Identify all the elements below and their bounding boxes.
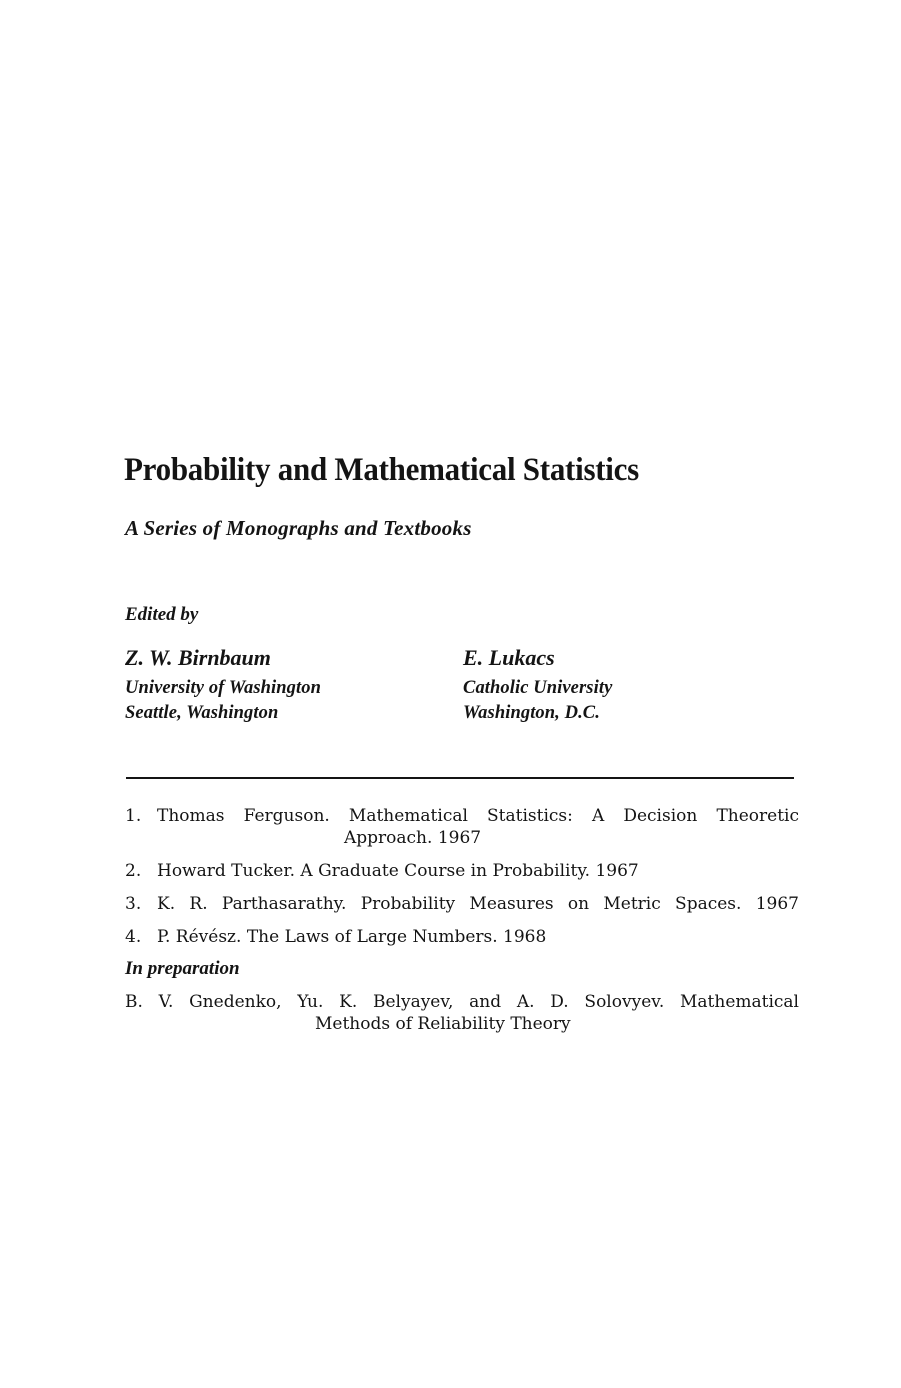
volume-number: 4.	[125, 927, 142, 947]
volume-line-1: Thomas Ferguson. Mathematical Statistics: A Decision Theoretic	[157, 806, 799, 826]
volume-number: 2.	[125, 861, 142, 881]
series-volume-list	[125, 805, 799, 1035]
editor-location: Seattle, Washington	[125, 703, 279, 723]
volume-entry-1	[125, 805, 799, 849]
in-preparation-entry	[125, 991, 799, 1035]
edited-by-heading: Edited by	[125, 604, 199, 625]
in-preparation-heading: In preparation	[125, 958, 240, 979]
volume-number: 3.	[125, 894, 142, 914]
volume-line-1: K. R. Parthasarathy. Probability Measures on Metric Spaces. 1967	[157, 894, 799, 914]
series-subtitle: A Series of Monographs and Textbooks	[125, 516, 472, 540]
volume-entry-3	[125, 893, 799, 915]
editor-affiliation: Catholic University	[463, 678, 613, 698]
editor-birnbaum	[125, 644, 321, 726]
editor-affiliation: University of Washington	[125, 678, 321, 698]
volume-line-2: Approach. 1967	[344, 828, 482, 848]
prep-line-1: B. V. Gnedenko, Yu. K. Belyayev, and A. D. Solovyev. Mathematical	[125, 992, 799, 1012]
volume-line-1: P. Révész. The Laws of Large Numbers. 1968	[157, 927, 547, 947]
volume-entry-4	[125, 926, 799, 948]
editor-name: E. Lukacs	[463, 645, 555, 670]
editor-name: Z. W. Birnbaum	[125, 645, 271, 670]
series-title: Probability and Mathematical Statistics	[124, 452, 639, 488]
editor-location: Washington, D.C.	[463, 703, 600, 723]
volume-number: 1.	[125, 806, 142, 826]
volume-entry-2	[125, 860, 799, 882]
horizontal-rule	[126, 777, 794, 779]
prep-line-2: Methods of Reliability Theory	[315, 1014, 571, 1034]
volume-line-1: Howard Tucker. A Graduate Course in Probability. 1967	[157, 861, 639, 881]
editor-lukacs	[463, 644, 612, 726]
